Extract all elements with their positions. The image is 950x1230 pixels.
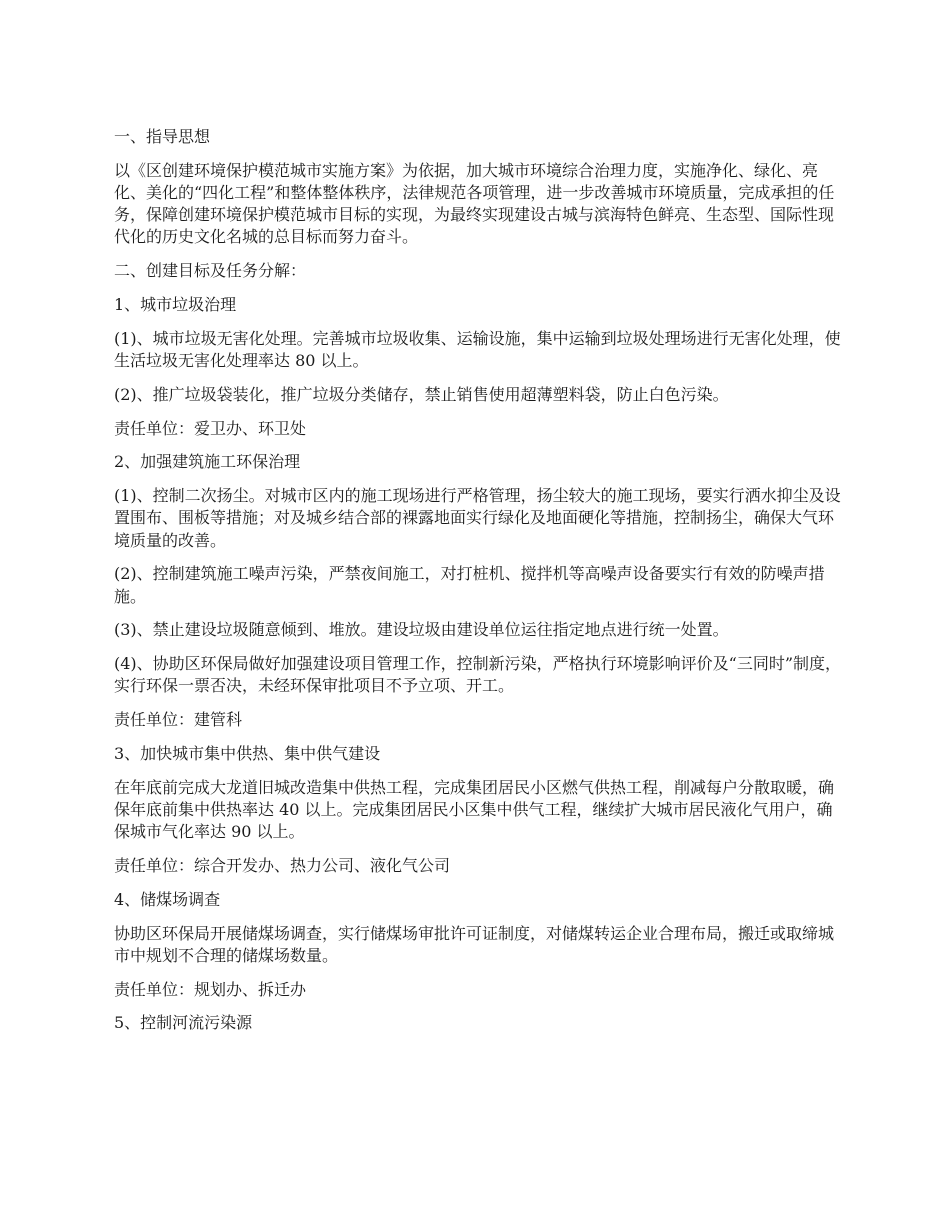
subsection-heading: 3、加快城市集中供热、集中供气建设 bbox=[114, 743, 381, 763]
responsible-unit: 责任单位：综合开发办、热力公司、液化气公司 bbox=[114, 855, 451, 875]
responsible-unit: 责任单位：规划办、拆迁办 bbox=[114, 979, 307, 999]
body-paragraph: 在年底前完成大龙道旧城改造集中供热工程，完成集团居民小区燃气供热工程，削减每户分散取暖，确保年底前集中供热率达 40 以上。完成集团居民小区集中供气工程，继续扩大城市居民液化气用户，确保城市气化率达 90 以上。 bbox=[114, 777, 835, 842]
section-heading-goals: 二、创建目标及任务分解： bbox=[114, 261, 307, 281]
body-paragraph: (4)、协助区环保局做好加强建设项目管理工作，控制新污染，严格执行环境影响评价及“三同时”制度，实行环保一票否决，未经环保审批项目不予立项、开工。 bbox=[114, 654, 842, 696]
body-paragraph: (1)、城市垃圾无害化处理。完善城市垃圾收集、运输设施，集中运输到垃圾处理场进行无害化处理，使生活垃圾无害化处理率达 80 以上。 bbox=[114, 328, 841, 370]
subsection-heading: 2、加强建筑施工环保治理 bbox=[114, 452, 301, 472]
responsible-unit: 责任单位：爱卫办、环卫处 bbox=[114, 418, 307, 438]
subsection-heading: 5、控制河流污染源 bbox=[114, 1013, 253, 1033]
document-body bbox=[114, 126, 842, 1046]
responsible-unit: 责任单位：建管科 bbox=[114, 710, 243, 730]
subsection-heading: 1、城市垃圾治理 bbox=[114, 295, 237, 314]
body-paragraph: (2)、控制建筑施工噪声污染，严禁夜间施工，对打桩机、搅拌机等高噪声设备要实行有效的防噪声措施。 bbox=[114, 564, 825, 606]
section-heading-guiding-thought: 一、指导思想 bbox=[114, 127, 211, 146]
body-paragraph: (3)、禁止建设垃圾随意倾到、堆放。建设垃圾由建设单位运往指定地点进行统一处置。 bbox=[114, 620, 729, 640]
body-paragraph: (2)、推广垃圾袋装化，推广垃圾分类储存，禁止销售使用超薄塑料袋，防止白色污染。 bbox=[114, 384, 729, 404]
subsection-heading: 4、储煤场调查 bbox=[114, 889, 221, 909]
body-paragraph: 协助区环保局开展储煤场调查，实行储煤场审批许可证制度，对储煤转运企业合理布局，搬迁或取缔城市中规划不合理的储煤场数量。 bbox=[114, 923, 835, 965]
body-paragraph: 以《区创建环境保护模范城市实施方案》为依据，加大城市环境综合治理力度，实施净化、绿化、亮化、美化的“四化工程”和整体整体秩序，法律规范各项管理，进一步改善城市环境质量，完成承担的任务，保障创建环境保护模范城市目标的实现，为最终实现建设古城与滨海特色鲜亮、生态型、国际性现代化的历史文化名城的总目标而努力奋斗。 bbox=[114, 160, 835, 247]
body-paragraph: (1)、控制二次扬尘。对城市区内的施工现场进行严格管理，扬尘较大的施工现场，要实行洒水抑尘及设置围布、围板等措施；对及城乡结合部的裸露地面实行绿化及地面硬化等措施，控制扬尘，确保大气环境质量的改善。 bbox=[114, 486, 841, 550]
